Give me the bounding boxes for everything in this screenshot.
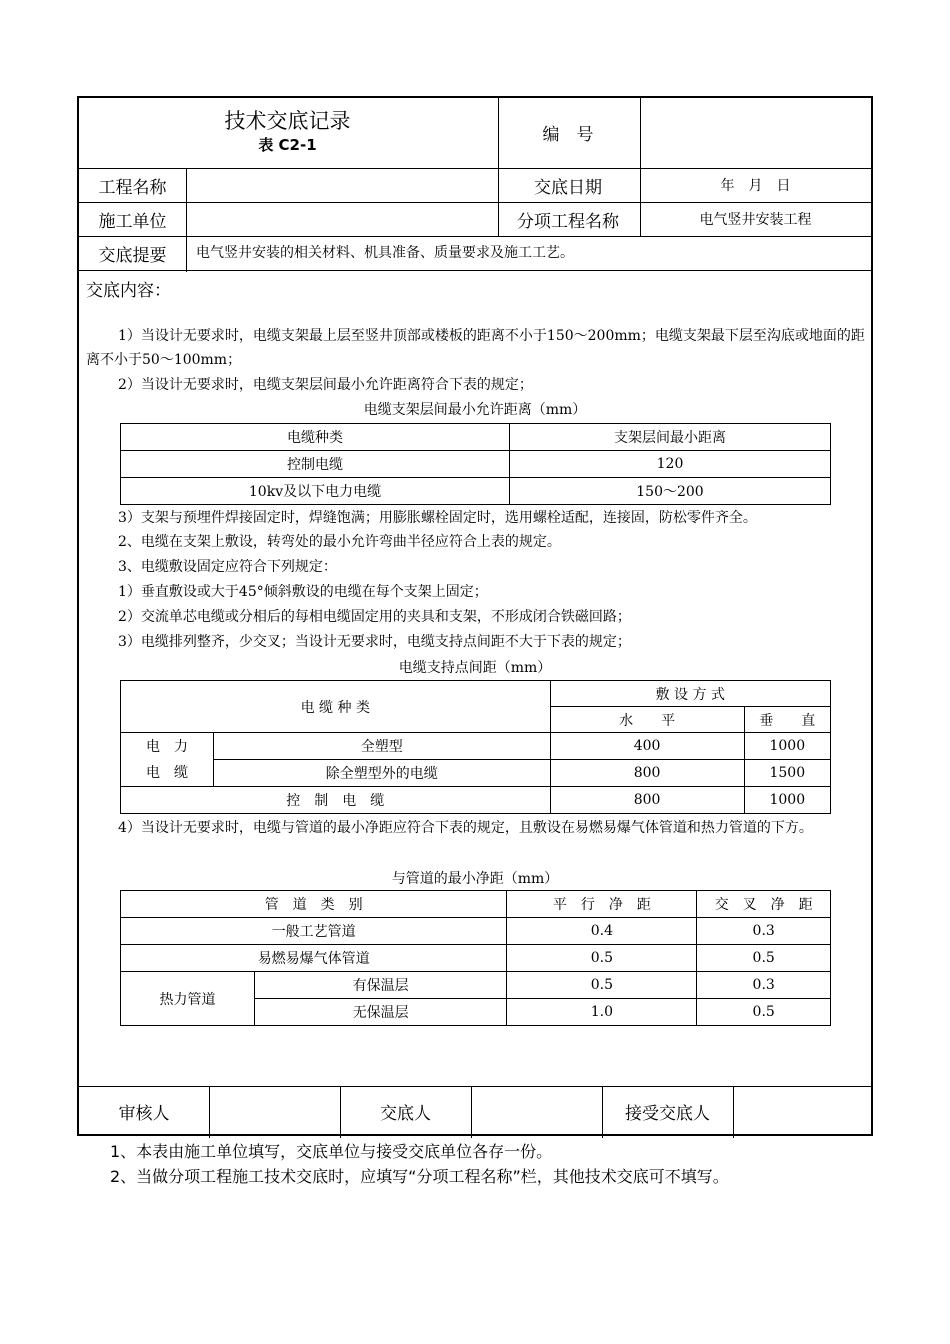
table1-cell: 150～200: [510, 478, 831, 505]
bracket-spacing-table: [120, 423, 831, 505]
form-title: 技术交底记录: [224, 109, 351, 133]
table3-header-parallel: 平 行 净 距: [507, 891, 697, 918]
table3-cell: 0.3: [697, 972, 831, 999]
table2-cell: 800: [550, 760, 744, 787]
footnote-2: 2、当做分项工程施工技术交底时，应填写“分项工程名称”栏，其他技术交底可不填写。: [110, 1167, 729, 1186]
table1-header-distance: 支架层间最小距离: [510, 424, 831, 451]
table3-heat-pipe-label: 热力管道: [121, 972, 255, 1026]
footnote-1: 1、本表由施工单位填写，交底单位与接受交底单位各存一份。: [110, 1142, 553, 1161]
table2-cell: 全塑型: [214, 733, 551, 760]
subproject-name-field[interactable]: 电气竖井安装工程: [699, 212, 812, 228]
table3-cell: 0.3: [697, 918, 831, 945]
table2-cell: 1500: [744, 760, 830, 787]
table3-cell: 有保温层: [255, 972, 507, 999]
table2-cell: 400: [550, 733, 744, 760]
content-para-9: 4）当设计无要求时，电缆与管道的最小净距应符合下表的规定，且敷设在易燃易爆气体管道和热力管道的下方。: [118, 820, 813, 836]
disclosure-date-field[interactable]: 年 月 日: [720, 178, 791, 194]
table3-cell: 0.4: [507, 918, 697, 945]
table1-cell: 10kv及以下电力电缆: [121, 478, 510, 505]
serial-number-field[interactable]: [640, 98, 871, 166]
construction-unit-label: 施工单位: [98, 211, 167, 232]
table2-caption: 电缆支持点间距（mm）: [398, 660, 552, 676]
content-para-7: 2）交流单芯电缆或分相后的每相电缆固定用的夹具和支架，不形成闭合铁磁回路；: [118, 609, 631, 625]
table1-cell: 控制电缆: [121, 451, 510, 478]
table3-cell: 无保温层: [255, 999, 507, 1026]
table1-caption: 电缆支架层间最小允许距离（mm）: [363, 402, 587, 418]
table-row: [121, 760, 831, 787]
table2-cell: 1000: [744, 787, 830, 814]
table2-header-vertical: 垂 直: [744, 707, 830, 733]
content-para-8: 3）电缆排列整齐，少交叉；当设计无要求时，电缆支持点间距不大于下表的规定；: [118, 634, 631, 650]
table-row: [121, 918, 831, 945]
table3-cell: 0.5: [507, 945, 697, 972]
project-name-label: 工程名称: [98, 177, 167, 198]
disclosure-date-label: 交底日期: [534, 177, 602, 198]
table2-cell: 控 制 电 缆: [121, 787, 551, 814]
form-number: 表 C2-1: [258, 135, 317, 154]
construction-unit-field[interactable]: [186, 202, 497, 236]
discloser-field[interactable]: [471, 1086, 602, 1136]
content-para-3: 3）支架与预埋件焊接固定时，焊缝饱满；用膨胀螺栓固定时，选用螺栓适配，连接固，防松零件齐全。: [118, 510, 757, 526]
table3-cell: 0.5: [507, 972, 697, 999]
content-para-4: 2、电缆在支架上敷设，转弯处的最小允许弯曲半径应符合上表的规定。: [118, 534, 561, 550]
table3-cell: 0.5: [697, 945, 831, 972]
table3-cell: 1.0: [507, 999, 697, 1026]
table3-cell: 易燃易爆气体管道: [121, 945, 507, 972]
table1-cell: 120: [510, 451, 831, 478]
reviewer-label: 审核人: [118, 1103, 170, 1124]
table1-header-type: 电缆种类: [121, 424, 510, 451]
content-para-5: 3、电缆敷设固定应符合下列规定：: [118, 559, 337, 575]
table3-caption: 与管道的最小净距（mm）: [391, 871, 559, 887]
table2-header-horizontal: 水 平: [550, 707, 744, 733]
project-name-field[interactable]: [186, 168, 497, 202]
table3-cell: 0.5: [697, 999, 831, 1026]
pipe-clearance-table: [120, 890, 831, 1026]
table-row: [121, 733, 831, 760]
summary-label: 交底提要: [98, 245, 167, 266]
table-row: [121, 972, 831, 999]
table2-cell: 除全塑型外的电缆: [214, 760, 551, 787]
content-para-6: 1）垂直敷设或大于45°倾斜敷设的电缆在每个支架上固定；: [118, 584, 488, 600]
table2-power-cable-label: 电 力 电 缆: [121, 733, 214, 787]
discloser-label: 交底人: [380, 1103, 431, 1124]
receiver-field[interactable]: [733, 1086, 871, 1136]
table-row: [121, 945, 831, 972]
table-row: [121, 787, 831, 814]
table-row: [121, 451, 831, 478]
content-heading: 交底内容：: [86, 281, 171, 301]
serial-number-label: 编 号: [542, 124, 594, 145]
support-spacing-table: [120, 680, 831, 814]
table2-cell: 1000: [744, 733, 830, 760]
summary-field[interactable]: 电气竖井安装的相关材料、机具准备、质量要求及施工工艺。: [196, 245, 574, 261]
content-para-1: 1）当设计无要求时，电缆支架最上层至竖井顶部或楼板的距离不小于150～200mm；电缆支架最下层至沟底或地面的距离不小于50～100mm；: [86, 328, 865, 368]
table2-cell: 800: [550, 787, 744, 814]
content-para-2: 2）当设计无要求时，电缆支架层间最小允许距离符合下表的规定；: [118, 377, 533, 393]
receiver-label: 接受交底人: [625, 1103, 710, 1124]
table3-header-cross: 交 叉 净 距: [697, 891, 831, 918]
table2-header-method: 敷 设 方 式: [550, 681, 830, 707]
subproject-name-label: 分项工程名称: [517, 211, 619, 232]
table3-header-category: 管 道 类 别: [121, 891, 507, 918]
table2-header-type: 电 缆 种 类: [121, 681, 551, 733]
table3-cell: 一般工艺管道: [121, 918, 507, 945]
reviewer-field[interactable]: [209, 1086, 340, 1136]
table-row: [121, 478, 831, 505]
